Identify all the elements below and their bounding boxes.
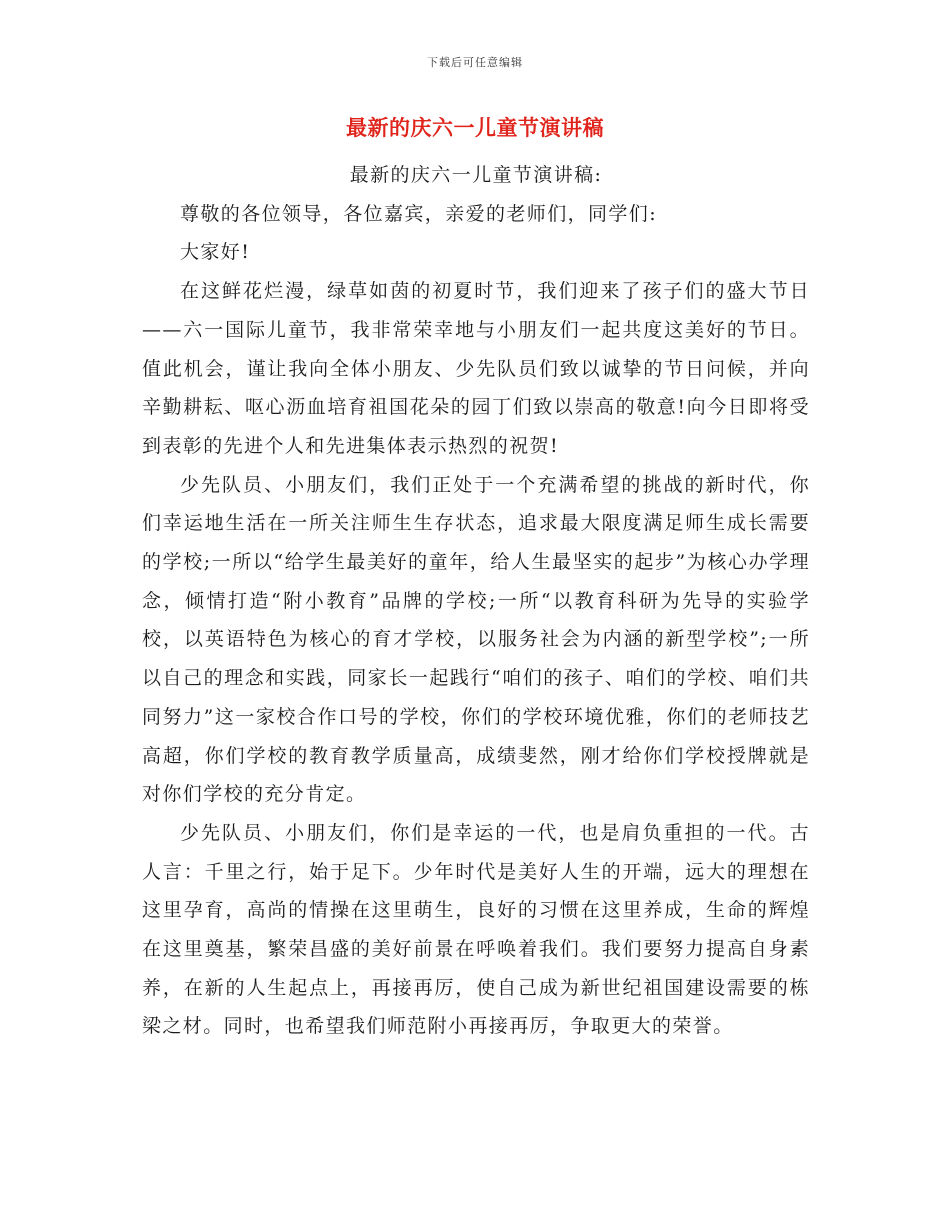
paragraph: 少先队员、小朋友们，我们正处于一个充满希望的挑战的新时代，你们幸运地生活在一所关注师生生存状态，追求最大限度满足师生成长需要的学校;一所以“给学生最美好的童年，给人生最坚实的起步”为核心办学理念，倾情打造“附小教育”品牌的学校;一所“以教育科研为先导的实验学校，以英语特色为核心的育才学校，以服务社会为内涵的新型学校”;一所以自己的理念和实践，同家长一起践行“咱们的孩子、咱们的学校、咱们共同努力”这一家校合作口号的学校，你们的学校环境优雅，你们的老师技艺高超，你们学校的教育教学质量高，成绩斐然，刚才给你们学校授牌就是对你们学校的充分肯定。: [142, 473, 810, 806]
document-title: 最新的庆六一儿童节演讲稿: [346, 115, 604, 140]
document-body: [142, 156, 810, 1046]
header-note: 下载后可任意编辑: [427, 56, 523, 69]
salutation: 尊敬的各位领导，各位嘉宾，亲爱的老师们，同学们:: [180, 202, 658, 225]
paragraph: 在这鲜花烂漫，绿草如茵的初夏时节，我们迎来了孩子们的盛大节日——六一国际儿童节，我非常荣幸地与小朋友们一起共度这美好的节日。值此机会，谨让我向全体小朋友、少先队员们致以诚挚的节日问候，并向辛勤耕耘、呕心沥血培育祖国花朵的园丁们致以崇高的敬意!向今日即将受到表彰的先进个人和先进集体表示热烈的祝贺!: [142, 280, 810, 457]
paragraph: 少先队员、小朋友们，你们是幸运的一代，也是肩负重担的一代。古人言：千里之行，始于足下。少年时代是美好人生的开端，远大的理想在这里孕育，高尚的情操在这里萌生，良好的习惯在这里养成，生命的辉煌在这里奠基，繁荣昌盛的美好前景在呼唤着我们。我们要努力提高自身素养，在新的人生起点上，再接再厉，使自己成为新世纪祖国建设需要的栋梁之材。同时，也希望我们师范附小再接再厉，争取更大的荣誉。: [142, 821, 810, 1038]
document-subtitle: 最新的庆六一儿童节演讲稿:: [349, 164, 603, 186]
greeting: 大家好!: [180, 241, 251, 264]
